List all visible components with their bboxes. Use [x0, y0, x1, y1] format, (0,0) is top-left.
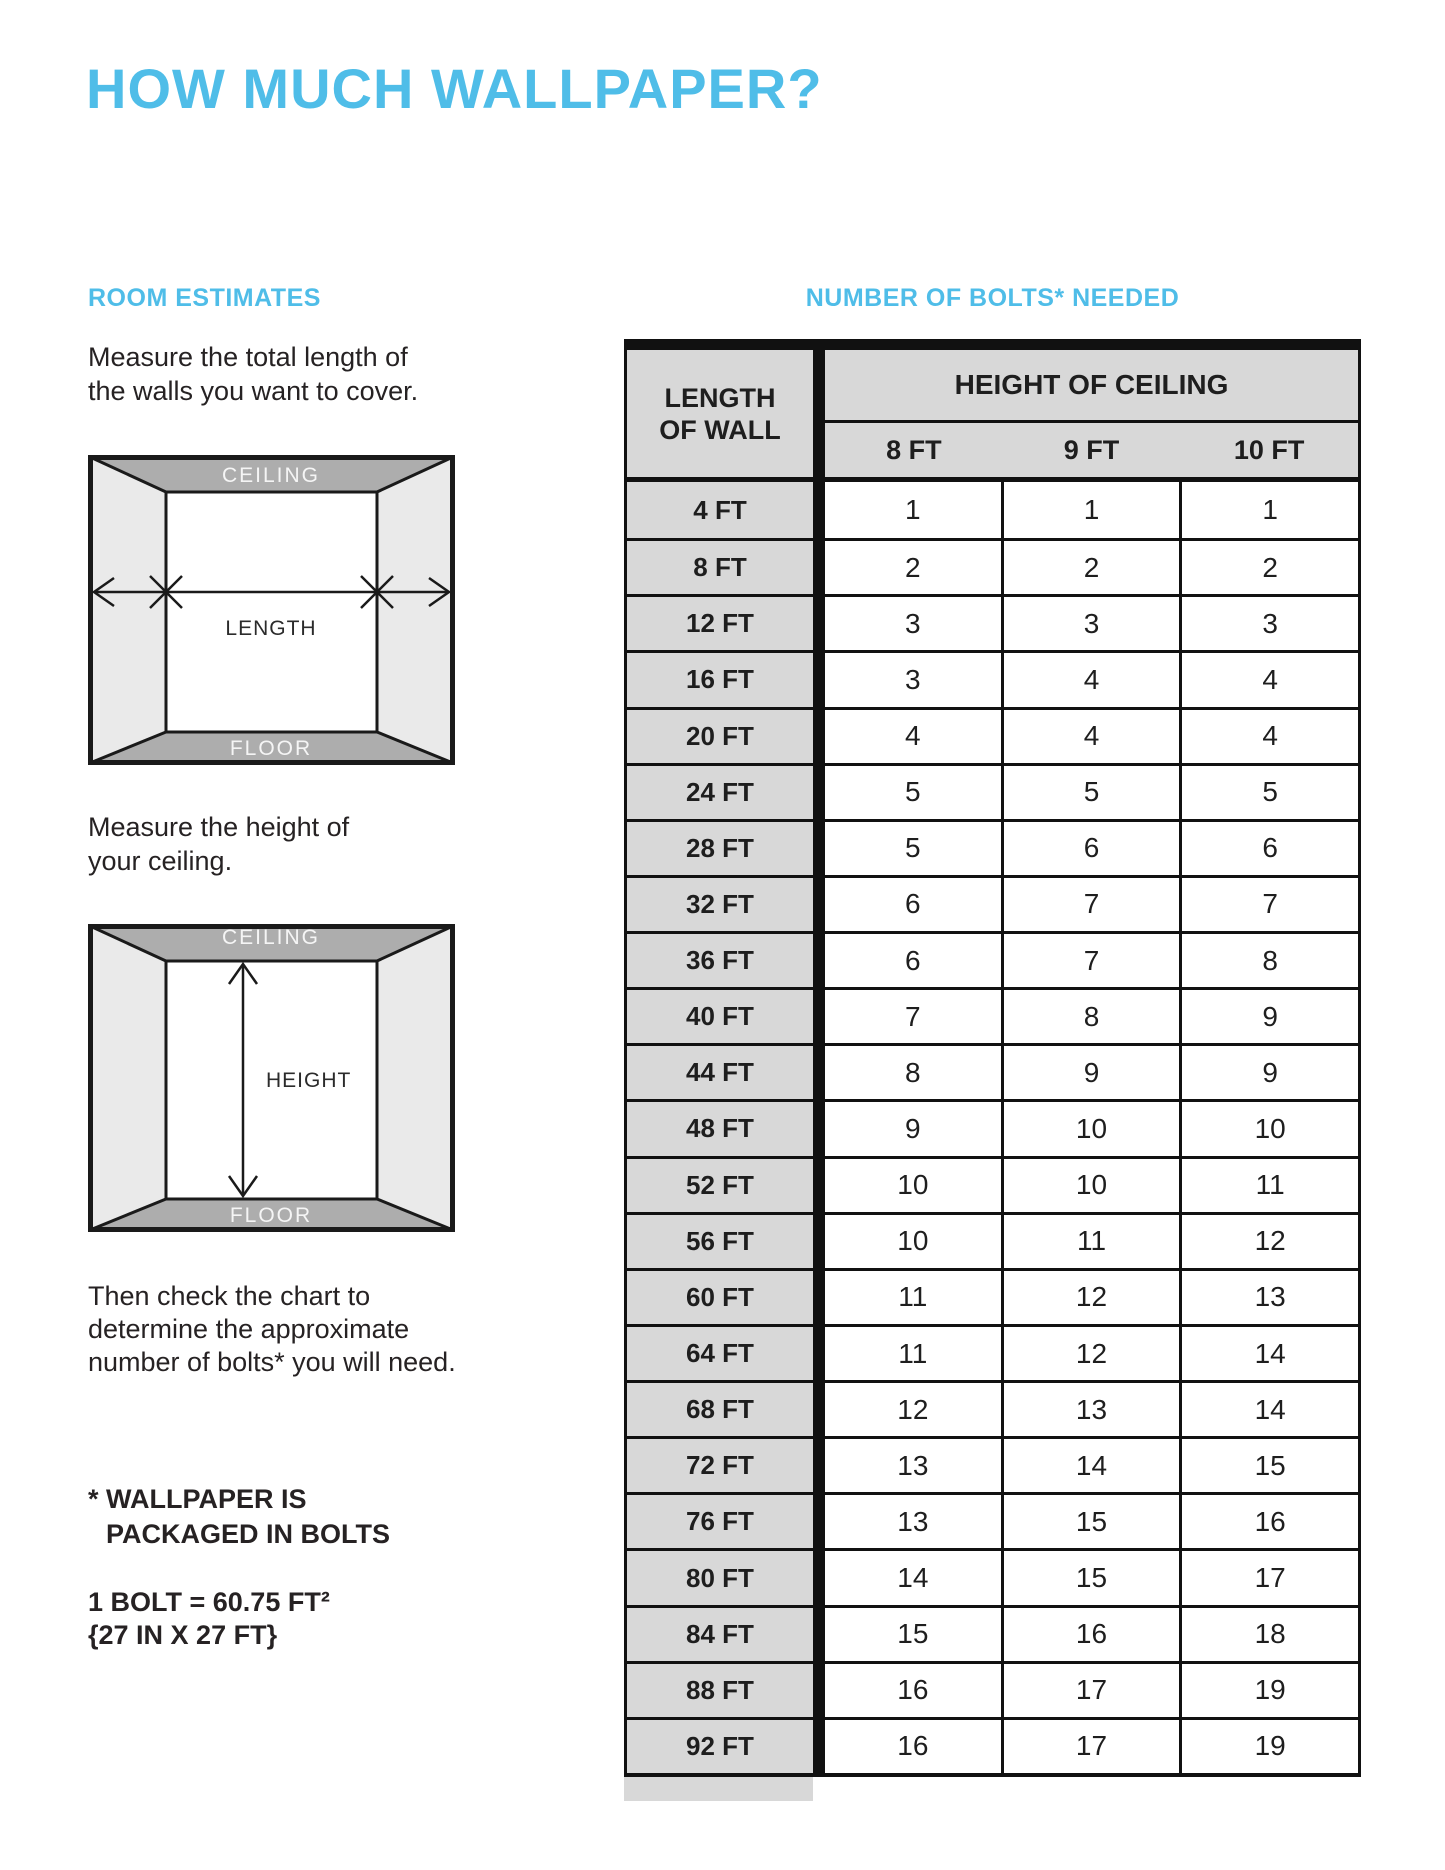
row-cell: 4	[1004, 710, 1180, 763]
row-label: 68 FT	[627, 1383, 813, 1436]
col-header-10ft: 10 FT	[1233, 434, 1305, 465]
row-cell: 10	[825, 1159, 1001, 1212]
bolt-size-line: 1 BOLT = 60.75 FT²	[88, 1587, 330, 1617]
row-cell: 9	[1182, 990, 1358, 1043]
thick-column-divider	[813, 710, 825, 763]
row-label: 24 FT	[627, 766, 813, 819]
ceiling-label: CEILING	[221, 926, 321, 949]
row-cell: 16	[825, 1720, 1001, 1773]
table-row	[627, 538, 1358, 594]
row-cell: 8	[1004, 990, 1180, 1043]
table-row	[627, 1605, 1358, 1661]
row-cell: 2	[1182, 541, 1358, 594]
right-wall-surface	[377, 926, 453, 1230]
length-of-wall-line: OF WALL	[659, 414, 781, 445]
row-cell: 15	[1004, 1551, 1180, 1604]
thick-column-divider	[813, 482, 825, 538]
row-cell: 16	[825, 1664, 1001, 1717]
table-row	[627, 482, 1358, 538]
row-cell: 17	[1004, 1720, 1180, 1773]
table-row	[627, 1492, 1358, 1548]
thick-column-divider	[813, 934, 825, 987]
row-cell: 6	[1182, 822, 1358, 875]
ceiling-label: CEILING	[221, 464, 321, 487]
row-cell: 8	[1182, 934, 1358, 987]
row-cell: 7	[1004, 878, 1180, 931]
thick-column-divider	[813, 1664, 825, 1717]
right-wall-surface	[377, 457, 453, 763]
row-label: 80 FT	[627, 1551, 813, 1604]
height-label: HEIGHT	[266, 1069, 352, 1092]
bolt-size-info	[88, 1586, 330, 1652]
thick-column-divider	[813, 1720, 825, 1773]
thick-column-divider	[813, 1608, 825, 1661]
table-row	[627, 1212, 1358, 1268]
ceiling-header-group	[825, 350, 1358, 477]
row-cell: 15	[1182, 1439, 1358, 1492]
table-row	[627, 763, 1358, 819]
row-label: 48 FT	[627, 1102, 813, 1155]
row-label: 20 FT	[627, 710, 813, 763]
row-label: 44 FT	[627, 1046, 813, 1099]
row-cell: 9	[1182, 1046, 1358, 1099]
table-row	[627, 875, 1358, 931]
instruction-line: determine the approximate	[88, 1314, 410, 1344]
table-row	[627, 1380, 1358, 1436]
row-cell: 5	[825, 766, 1001, 819]
instruction-line: the walls you want to cover.	[88, 376, 419, 406]
back-wall	[166, 492, 377, 732]
length-of-wall-line: LENGTH	[664, 382, 776, 413]
thick-column-divider	[813, 1383, 825, 1436]
thick-column-divider	[813, 1551, 825, 1604]
table-row	[627, 987, 1358, 1043]
table-row	[627, 1156, 1358, 1212]
instruction-measure-height	[88, 810, 349, 878]
row-cell: 16	[1182, 1495, 1358, 1548]
height-of-ceiling-header: HEIGHT OF CEILING	[825, 350, 1358, 420]
row-cell: 12	[825, 1383, 1001, 1436]
row-cell: 5	[825, 822, 1001, 875]
table-row	[627, 594, 1358, 650]
row-cell: 17	[1004, 1664, 1180, 1717]
instruction-line: Then check the chart to	[88, 1281, 371, 1311]
row-cell: 15	[825, 1608, 1001, 1661]
row-cell: 7	[1004, 934, 1180, 987]
room-length-diagram-svg	[88, 455, 455, 765]
row-cell: 18	[1182, 1608, 1358, 1661]
floor-label: FLOOR	[229, 1204, 313, 1227]
row-cell: 13	[825, 1439, 1001, 1492]
row-cell: 3	[1004, 597, 1180, 650]
row-cell: 13	[1004, 1383, 1180, 1436]
row-cell: 2	[825, 541, 1001, 594]
row-cell: 3	[825, 653, 1001, 706]
table-top-border	[624, 339, 1361, 350]
row-label: 8 FT	[627, 541, 813, 594]
instruction-line: number of bolts* you will need.	[88, 1347, 456, 1377]
row-cell: 2	[1004, 541, 1180, 594]
row-cell: 11	[825, 1327, 1001, 1380]
row-cell: 7	[1182, 878, 1358, 931]
footnote-line: * WALLPAPER IS	[88, 1484, 307, 1514]
row-label: 60 FT	[627, 1271, 813, 1324]
row-cell: 6	[825, 878, 1001, 931]
instruction-check-chart	[88, 1280, 456, 1379]
row-cell: 6	[1004, 822, 1180, 875]
table-frame	[624, 350, 1361, 1777]
table-row	[627, 931, 1358, 987]
instruction-measure-length	[88, 340, 418, 408]
table-header	[627, 350, 1358, 477]
floor-label: FLOOR	[229, 737, 313, 760]
row-cell: 10	[825, 1215, 1001, 1268]
row-cell: 9	[1004, 1046, 1180, 1099]
row-label: 40 FT	[627, 990, 813, 1043]
row-cell: 12	[1004, 1327, 1180, 1380]
col-header-8ft: 8 FT	[886, 434, 942, 465]
left-wall-surface	[90, 457, 166, 763]
row-cell: 11	[825, 1271, 1001, 1324]
row-cell: 10	[1004, 1102, 1180, 1155]
row-label: 84 FT	[627, 1608, 813, 1661]
table-row	[627, 1268, 1358, 1324]
row-cell: 5	[1004, 766, 1180, 819]
row-label: 4 FT	[627, 482, 813, 538]
length-of-wall-header	[627, 350, 813, 477]
table-rows	[627, 482, 1358, 1773]
row-cell: 12	[1004, 1271, 1180, 1324]
room-height-diagram	[88, 924, 455, 1232]
row-label: 56 FT	[627, 1215, 813, 1268]
row-cell: 4	[1182, 653, 1358, 706]
thick-column-divider	[813, 1215, 825, 1268]
row-label: 32 FT	[627, 878, 813, 931]
length-label: LENGTH	[225, 617, 317, 640]
row-label: 28 FT	[627, 822, 813, 875]
row-label: 52 FT	[627, 1159, 813, 1212]
bolt-footnote	[88, 1482, 390, 1552]
room-length-diagram	[88, 455, 455, 765]
footnote-line: PACKAGED IN BOLTS	[106, 1519, 391, 1549]
room-estimates-heading: ROOM ESTIMATES	[88, 284, 321, 312]
row-cell: 12	[1182, 1215, 1358, 1268]
row-label: 16 FT	[627, 653, 813, 706]
row-cell: 8	[825, 1046, 1001, 1099]
table-column-tail	[624, 1777, 813, 1801]
table-row	[627, 819, 1358, 875]
thick-column-divider	[813, 1159, 825, 1212]
row-cell: 14	[825, 1551, 1001, 1604]
row-cell: 19	[1182, 1664, 1358, 1717]
thick-column-divider	[813, 597, 825, 650]
thick-column-divider	[813, 541, 825, 594]
bolts-table	[624, 339, 1361, 1801]
row-cell: 1	[1182, 482, 1358, 538]
row-cell: 4	[1182, 710, 1358, 763]
table-row	[627, 1436, 1358, 1492]
thick-column-divider	[813, 822, 825, 875]
row-cell: 10	[1182, 1102, 1358, 1155]
row-cell: 14	[1004, 1439, 1180, 1492]
thick-column-divider	[813, 766, 825, 819]
thick-column-divider	[813, 1495, 825, 1548]
thick-column-divider	[813, 653, 825, 706]
table-row	[627, 1099, 1358, 1155]
thick-column-divider	[813, 350, 825, 477]
row-cell: 13	[1182, 1271, 1358, 1324]
row-label: 92 FT	[627, 1720, 813, 1773]
row-cell: 10	[1004, 1159, 1180, 1212]
table-row	[627, 1548, 1358, 1604]
table-row	[627, 650, 1358, 706]
row-label: 36 FT	[627, 934, 813, 987]
col-header-9ft: 9 FT	[1063, 434, 1120, 465]
row-label: 76 FT	[627, 1495, 813, 1548]
table-row	[627, 1043, 1358, 1099]
table-row	[627, 1324, 1358, 1380]
row-cell: 3	[825, 597, 1001, 650]
instruction-line: Measure the height of	[88, 812, 350, 842]
thick-column-divider	[813, 1271, 825, 1324]
row-cell: 11	[1182, 1159, 1358, 1212]
instruction-line: Measure the total length of	[88, 342, 408, 372]
table-row	[627, 1661, 1358, 1717]
row-label: 88 FT	[627, 1664, 813, 1717]
row-cell: 13	[825, 1495, 1001, 1548]
thick-column-divider	[813, 1327, 825, 1380]
row-cell: 16	[1004, 1608, 1180, 1661]
row-cell: 9	[825, 1102, 1001, 1155]
row-cell: 1	[1004, 482, 1180, 538]
row-cell: 1	[825, 482, 1001, 538]
thick-column-divider	[813, 1439, 825, 1492]
row-label: 64 FT	[627, 1327, 813, 1380]
row-cell: 6	[825, 934, 1001, 987]
thick-column-divider	[813, 1102, 825, 1155]
left-wall-surface	[90, 926, 166, 1230]
page-title: HOW MUCH WALLPAPER?	[86, 57, 823, 120]
row-cell: 4	[825, 710, 1001, 763]
thick-column-divider	[813, 878, 825, 931]
row-cell: 4	[1004, 653, 1180, 706]
table-row	[627, 707, 1358, 763]
row-cell: 14	[1182, 1383, 1358, 1436]
row-label: 72 FT	[627, 1439, 813, 1492]
thick-column-divider	[813, 990, 825, 1043]
table-row	[627, 1717, 1358, 1773]
row-cell: 5	[1182, 766, 1358, 819]
row-label: 12 FT	[627, 597, 813, 650]
row-cell: 11	[1004, 1215, 1180, 1268]
row-cell: 15	[1004, 1495, 1180, 1548]
room-height-diagram-svg	[88, 924, 455, 1232]
bolt-size-line: {27 IN X 27 FT}	[88, 1620, 278, 1650]
row-cell: 17	[1182, 1551, 1358, 1604]
row-cell: 7	[825, 990, 1001, 1043]
instruction-line: your ceiling.	[88, 846, 233, 876]
thick-column-divider	[813, 1046, 825, 1099]
row-cell: 19	[1182, 1720, 1358, 1773]
row-cell: 3	[1182, 597, 1358, 650]
bolts-needed-heading: NUMBER OF BOLTS* NEEDED	[805, 284, 1180, 312]
row-cell: 14	[1182, 1327, 1358, 1380]
column-headers	[825, 423, 1358, 477]
